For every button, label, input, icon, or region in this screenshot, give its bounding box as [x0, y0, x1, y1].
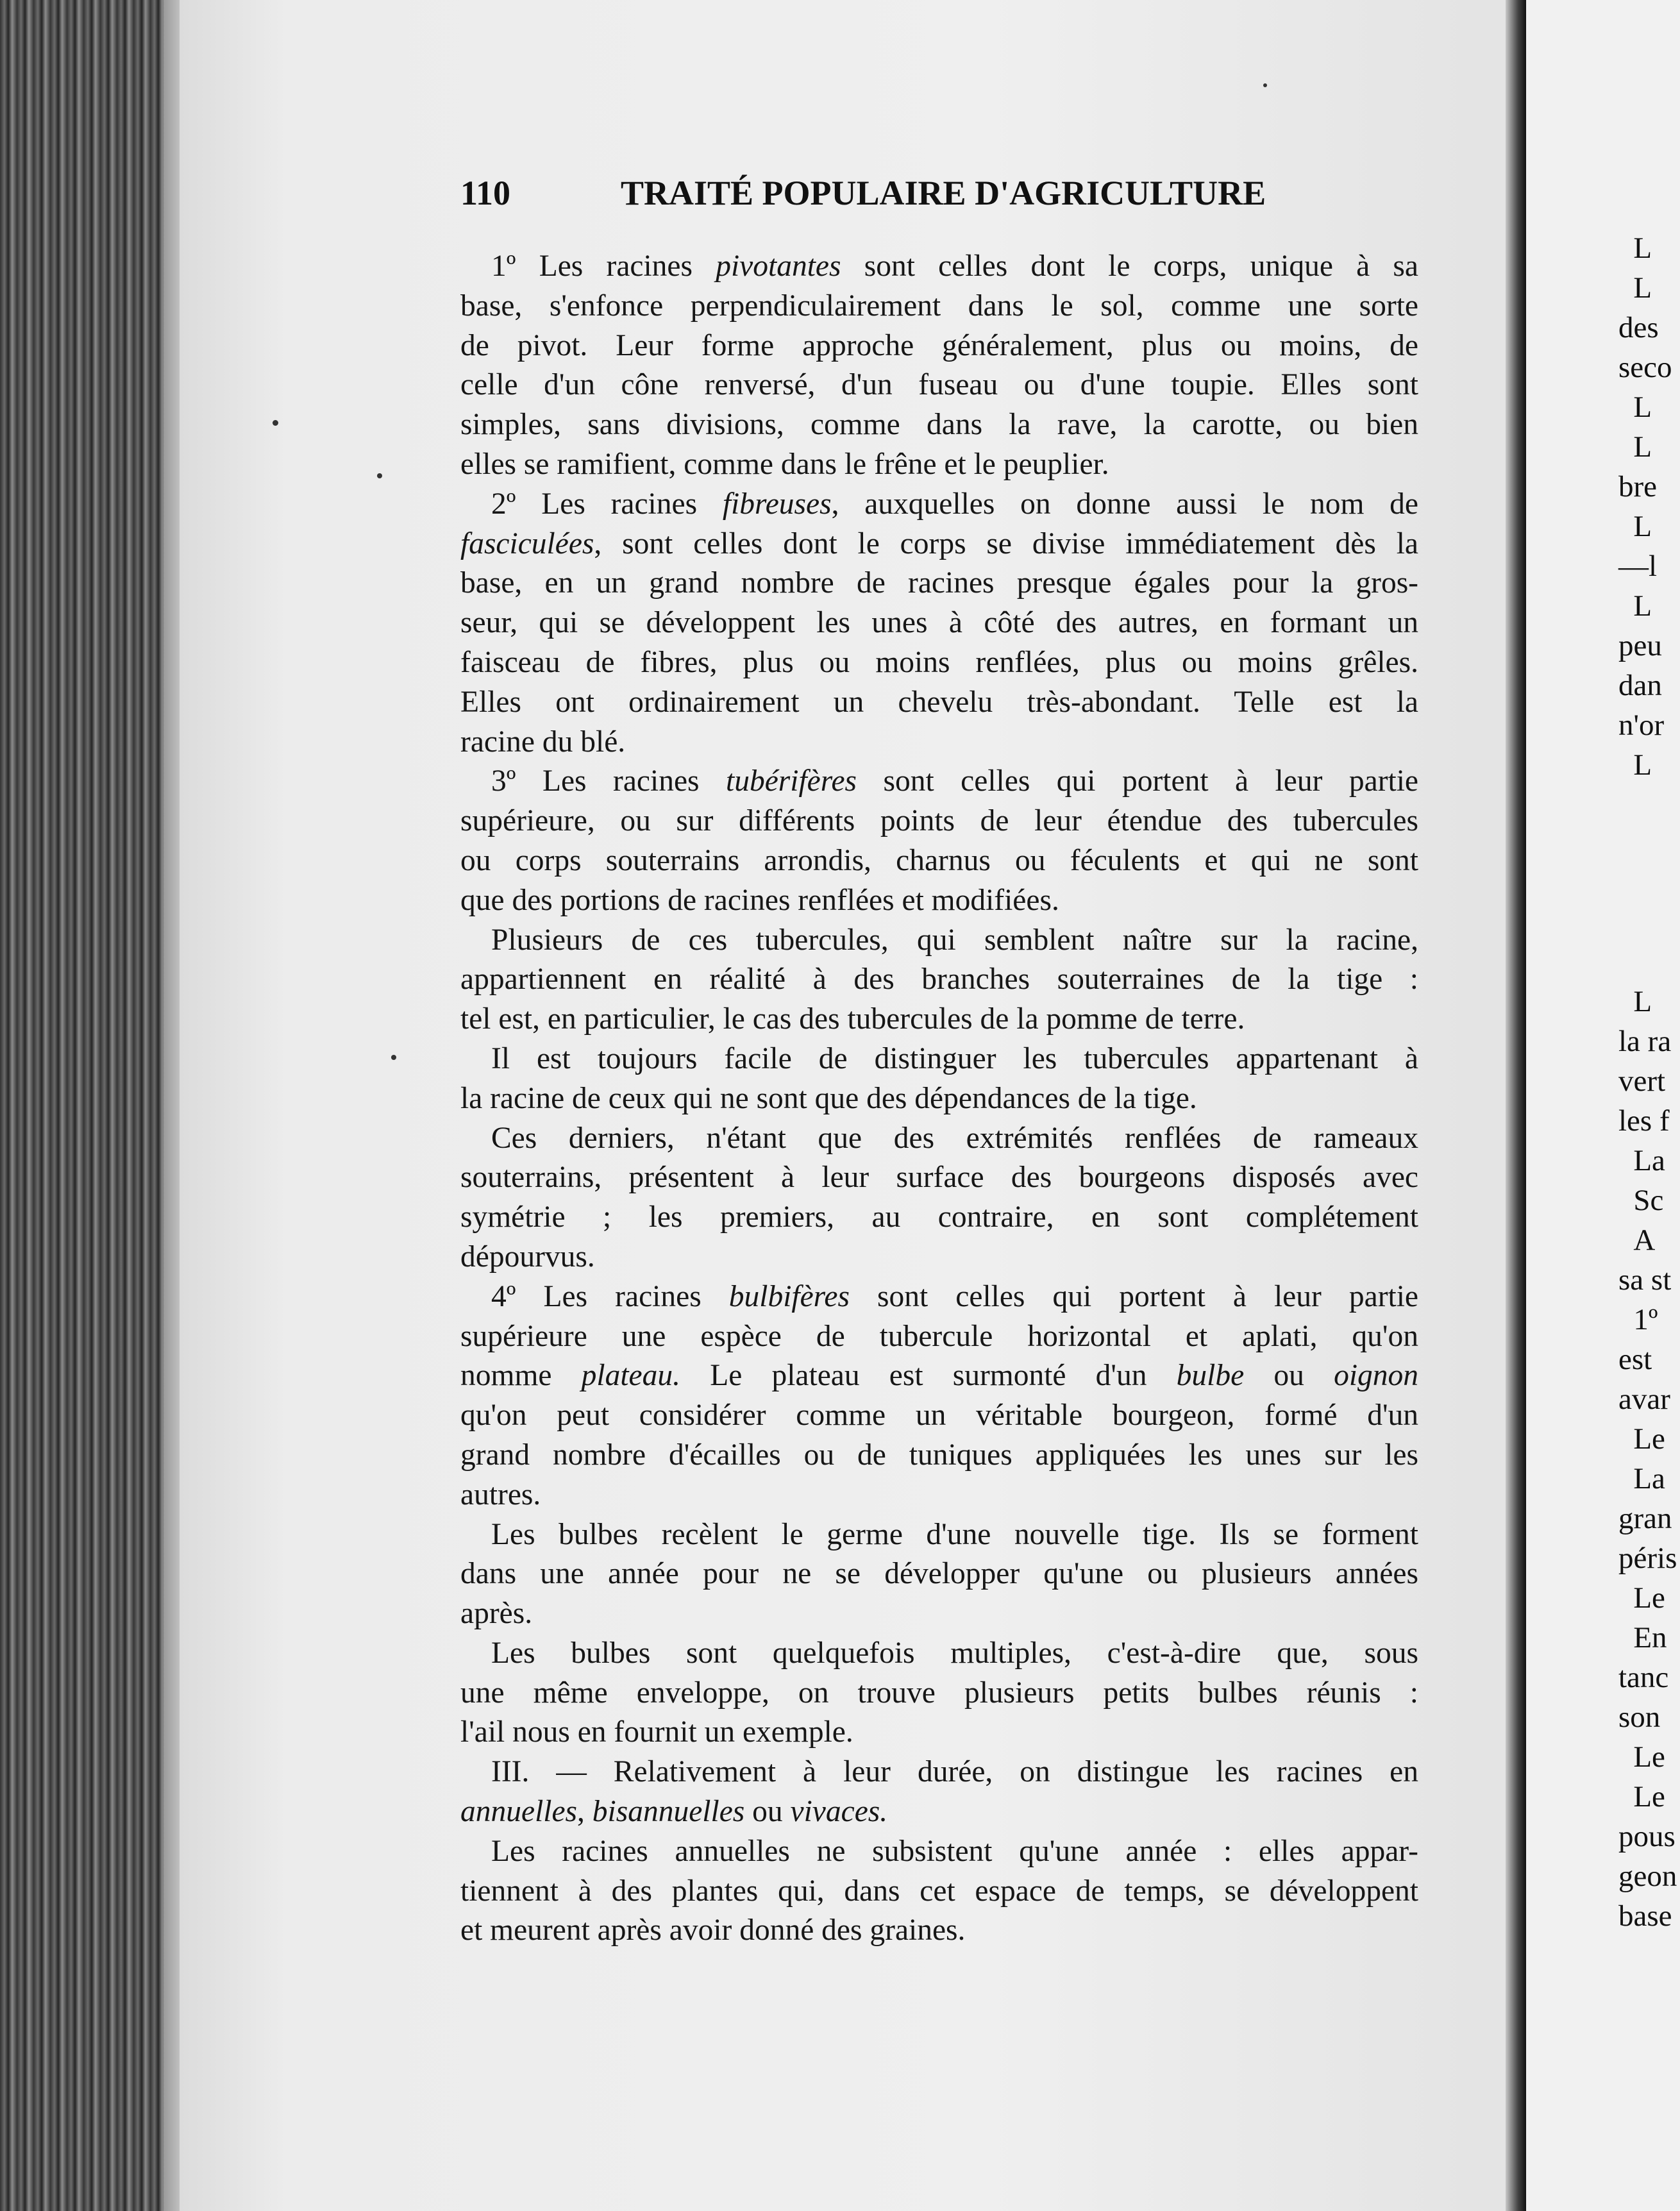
paragraph — [460, 1753, 1418, 1832]
facing-page-fragment: L — [1633, 391, 1652, 424]
text-run: celle d'un cône renversé, d'un fuseau ou d'une toupie. Elles sont — [460, 368, 1418, 402]
text-line — [460, 1872, 1418, 1912]
scan-speck — [1263, 83, 1267, 87]
italic-term: bulbe — [1176, 1359, 1245, 1393]
text-run: ou — [744, 1795, 791, 1829]
text-line — [460, 445, 1418, 485]
text-run: , auxquelles on donne aussi le nom de — [831, 487, 1418, 521]
facing-page-fragment: Sc — [1633, 1184, 1664, 1217]
text-line — [460, 1713, 1418, 1753]
text-run: sont celles dont le corps, unique à sa — [841, 249, 1418, 283]
paragraph — [460, 1515, 1418, 1634]
facing-page-fragment: L — [1633, 231, 1652, 265]
facing-page-fragment: son — [1618, 1701, 1661, 1734]
facing-page-fragment: seco — [1618, 351, 1672, 384]
text-line — [460, 1238, 1418, 1277]
text-line — [460, 643, 1418, 683]
text-line — [460, 723, 1418, 762]
text-run: autres. — [460, 1477, 541, 1511]
text-run: l'ail nous en fournit un exemple. — [460, 1715, 853, 1749]
italic-term: oignon — [1334, 1359, 1419, 1393]
facing-page-fragment: sa st — [1618, 1263, 1672, 1297]
paragraph — [460, 1039, 1418, 1119]
text-line — [460, 802, 1418, 841]
text-line — [460, 1000, 1418, 1039]
facing-page-fragment: geon — [1618, 1860, 1677, 1893]
italic-term: annuelles — [460, 1795, 578, 1829]
italic-term: fasciculées — [460, 526, 594, 560]
text-line — [460, 1911, 1418, 1951]
scan-speck — [391, 1055, 396, 1060]
facing-page-fragment: des — [1618, 311, 1659, 344]
facing-page-fragment: dan — [1618, 669, 1662, 702]
text-line — [460, 1119, 1418, 1159]
text-run: appartiennent en réalité à des branches souterraines de la tige : — [460, 963, 1418, 996]
facing-page-fragment: n'or — [1618, 709, 1665, 742]
text-run: après. — [460, 1597, 533, 1631]
text-line — [460, 247, 1418, 287]
text-run: une même enveloppe, on trouve plusieurs petits bulbes réunis : — [460, 1676, 1418, 1710]
facing-page-fragment: peu — [1618, 629, 1662, 662]
text-line — [460, 1475, 1418, 1515]
text-line — [460, 564, 1418, 603]
facing-page-fragment: les f — [1618, 1104, 1670, 1138]
text-line — [460, 1079, 1418, 1119]
text-line — [460, 1554, 1418, 1594]
text-run: 4º Les racines — [491, 1279, 729, 1313]
text-run: nomme — [460, 1359, 582, 1393]
text-line — [460, 326, 1418, 366]
text-line — [460, 1158, 1418, 1198]
running-title: TRAITÉ POPULAIRE D'AGRICULTURE — [621, 174, 1266, 212]
text-run: , — [577, 1795, 592, 1829]
facing-page-fragment: base — [1618, 1899, 1672, 1933]
text-line — [460, 762, 1418, 802]
facing-page-fragment: Le — [1633, 1740, 1665, 1774]
text-run: Les bulbes sont quelquefois multiples, c'est-à-dire que, sous — [491, 1636, 1418, 1670]
paragraph — [460, 1277, 1418, 1515]
italic-term: bisannuelles — [592, 1795, 745, 1829]
italic-term: fibreuses — [722, 487, 832, 521]
facing-page-fragment: bre — [1618, 470, 1658, 503]
text-run: simples, sans divisions, comme dans la rave, la carotte, ou bien — [460, 408, 1418, 442]
facing-page-fragment: —l — [1618, 550, 1658, 583]
text-line — [460, 960, 1418, 1000]
scan-speck — [377, 473, 382, 478]
italic-term: bulbifères — [728, 1279, 850, 1313]
paragraph — [460, 762, 1418, 920]
facing-page-fragment: Le — [1633, 1780, 1665, 1813]
facing-page-fragment: la ra — [1618, 1025, 1672, 1058]
text-line — [460, 1436, 1418, 1475]
text-line — [460, 1753, 1418, 1792]
text-run: 3º Les racines — [491, 764, 726, 798]
text-run: ou corps souterrains arrondis, charnus ou féculents et qui ne sont — [460, 843, 1418, 877]
facing-page-fragment: L — [1633, 985, 1652, 1018]
text-run: elles se ramifient, comme dans le frêne et le peuplier. — [460, 447, 1109, 481]
text-line — [460, 366, 1418, 405]
text-line — [460, 881, 1418, 921]
facing-page-fragment: vert — [1618, 1064, 1666, 1098]
text-run: Les racines annuelles ne subsistent qu'une année : elles appar- — [491, 1834, 1418, 1868]
page-number: 110 — [460, 174, 511, 212]
text-line — [460, 287, 1418, 326]
text-line — [460, 1634, 1418, 1674]
binding-gutter — [0, 0, 173, 2211]
facing-page-fragment: 1º — [1633, 1303, 1658, 1336]
text-run: Plusieurs de ces tubercules, qui semblent naître sur la racine, — [491, 923, 1418, 957]
facing-page-fragment: L — [1633, 510, 1652, 543]
paragraph — [460, 921, 1418, 1039]
text-line — [460, 841, 1418, 881]
text-run: III. — Relativement à leur durée, on distingue les racines en — [491, 1755, 1418, 1789]
text-line — [460, 1198, 1418, 1238]
facing-page-fragment: L — [1633, 748, 1652, 782]
text-run: ou — [1244, 1359, 1334, 1393]
paragraph — [460, 1119, 1418, 1277]
text-line — [460, 683, 1418, 723]
text-line — [460, 1674, 1418, 1713]
text-run: 1º Les racines — [491, 249, 716, 283]
facing-page-fragment: L — [1633, 271, 1652, 305]
italic-term: vivaces. — [790, 1795, 888, 1829]
facing-page-fragment: En — [1633, 1621, 1667, 1654]
facing-page-fragment: L — [1633, 589, 1652, 623]
facing-page-fragment: A — [1633, 1223, 1656, 1257]
text-line — [460, 603, 1418, 643]
text-line — [460, 1515, 1418, 1555]
text-line — [460, 1039, 1418, 1079]
text-run: Le plateau est surmonté d'un — [680, 1359, 1177, 1393]
paragraph — [460, 485, 1418, 762]
text-run: Les bulbes recèlent le germe d'une nouvelle tige. Ils se forment — [491, 1517, 1418, 1551]
text-line — [460, 1317, 1418, 1357]
facing-page-fragment: péris — [1618, 1542, 1677, 1575]
text-run: dépourvus. — [460, 1240, 595, 1274]
text-run: symétrie ; les premiers, au contraire, en sont complétement — [460, 1200, 1418, 1234]
text-line — [460, 525, 1418, 564]
facing-page-fragment: gran — [1618, 1502, 1672, 1535]
text-run: supérieure, ou sur différents points de leur étendue des tubercules — [460, 804, 1418, 838]
text-run: que des portions de racines renflées et modifiées. — [460, 883, 1059, 917]
text-line — [460, 405, 1418, 445]
text-line — [460, 921, 1418, 961]
text-run: seur, qui se développent les unes à côté des autres, en formant un — [460, 606, 1418, 640]
facing-page-fragment: Le — [1633, 1581, 1665, 1615]
italic-term: plateau. — [581, 1359, 681, 1393]
facing-page-fragment: Le — [1633, 1422, 1665, 1456]
text-run: qu'on peut considérer comme un véritable bourgeon, formé d'un — [460, 1399, 1418, 1433]
text-run: 2º Les racines — [491, 487, 723, 521]
facing-page-fragment: La — [1633, 1144, 1665, 1177]
text-run: faisceau de fibres, plus ou moins renflées, plus ou moins grêles. — [460, 645, 1418, 679]
text-run: souterrains, présentent à leur surface des bourgeons disposés avec — [460, 1161, 1418, 1195]
text-line — [460, 1832, 1418, 1872]
facing-page-fragment: tanc — [1618, 1661, 1669, 1694]
text-line — [460, 1356, 1418, 1396]
text-run: grand nombre d'écailles ou de tuniques appliquées les unes sur les — [460, 1438, 1418, 1472]
facing-page-fragment: est — [1618, 1343, 1652, 1376]
text-run: base, s'enfonce perpendiculairement dans le sol, comme une sorte — [460, 289, 1418, 323]
text-run: et meurent après avoir donné des graines. — [460, 1913, 966, 1947]
text-run: sont celles qui portent à leur partie — [857, 764, 1419, 798]
text-run: Ces derniers, n'étant que des extrémités renflées de rameaux — [491, 1121, 1418, 1155]
text-run: de pivot. Leur forme approche généralement, plus ou moins, de — [460, 328, 1418, 362]
italic-term: pivotantes — [716, 249, 841, 283]
facing-page-fragment: L — [1633, 430, 1652, 464]
text-run: Il est toujours facile de distinguer les tubercules appartenant à — [491, 1041, 1418, 1075]
text-line — [460, 1277, 1418, 1317]
text-run: la racine de ceux qui ne sont que des dépendances de la tige. — [460, 1081, 1197, 1115]
text-run: , sont celles dont le corps se divise immédiatement dès la — [594, 526, 1418, 560]
text-run: supérieure une espèce de tubercule horizontal et aplati, qu'on — [460, 1319, 1418, 1353]
text-run: tiennent à des plantes qui, dans cet espace de temps, se développent — [460, 1874, 1418, 1908]
text-run: sont celles qui portent à leur partie — [849, 1279, 1419, 1313]
text-run: Elles ont ordinairement un chevelu très-abondant. Telle est la — [460, 685, 1418, 719]
page-binding-shadow — [1506, 0, 1526, 2211]
scan-speck — [273, 420, 278, 426]
paragraph — [460, 247, 1418, 485]
italic-term: tubérifères — [726, 764, 857, 798]
running-header — [460, 173, 1266, 213]
paragraph — [460, 1634, 1418, 1753]
text-run: racine du blé. — [460, 725, 626, 759]
text-run: base, en un grand nombre de racines presque égales pour la gros- — [460, 566, 1418, 600]
text-line — [460, 1396, 1418, 1436]
text-line — [460, 1792, 1418, 1832]
text-run: dans une année pour ne se développer qu'une ou plusieurs années — [460, 1557, 1418, 1591]
facing-page-fragment: La — [1633, 1462, 1665, 1495]
text-line — [460, 485, 1418, 525]
facing-page-fragment: pous — [1618, 1820, 1676, 1853]
text-line — [460, 1594, 1418, 1634]
text-run: tel est, en particulier, le cas des tubercules de la pomme de terre. — [460, 1002, 1245, 1036]
body-text — [460, 247, 1418, 1951]
paragraph — [460, 1832, 1418, 1951]
facing-page-fragment: avar — [1618, 1383, 1670, 1416]
